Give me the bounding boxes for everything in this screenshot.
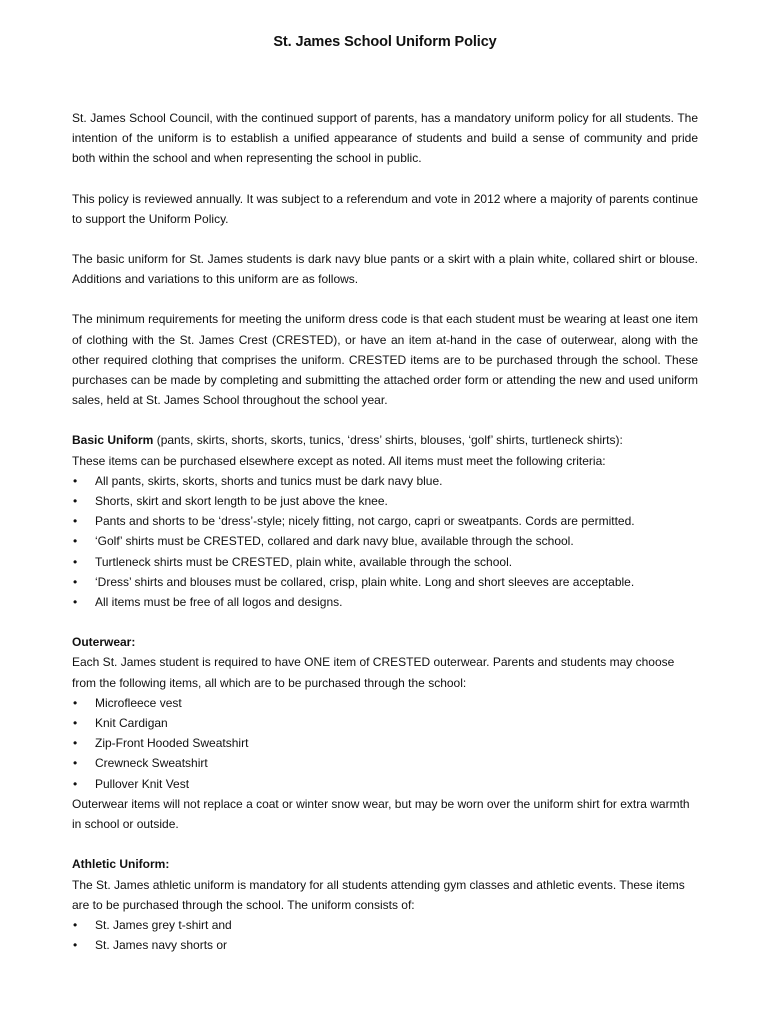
bullet-icon: •	[73, 776, 78, 791]
athletic-heading: Athletic Uniform:	[72, 857, 170, 872]
list-item	[72, 511, 698, 531]
list-item	[72, 935, 698, 955]
basic-uniform-list	[72, 471, 698, 612]
list-item	[72, 774, 698, 794]
bullet-icon: •	[73, 695, 78, 710]
bullet-icon: •	[73, 534, 78, 549]
bullet-icon: •	[73, 595, 78, 610]
athletic-list	[72, 915, 698, 955]
list-item	[72, 572, 698, 592]
list-item	[72, 531, 698, 551]
bullet-icon: •	[73, 514, 78, 529]
bullet-icon: •	[73, 938, 78, 953]
athletic-lead: The St. James athletic uniform is mandatory for all students attending gym classes and athletic events. These items are to be purchased through the school. The uniform consists of:	[72, 877, 685, 912]
list-item	[72, 693, 698, 713]
outerwear-note: Outerwear items will not replace a coat or winter snow wear, but may be worn over the uniform shirt for extra warmth in school or outside.	[72, 796, 690, 832]
document-title: St. James School Uniform Policy	[273, 34, 497, 50]
list-item-text: Knit Cardigan	[95, 716, 168, 731]
list-item-text: Crewneck Sweatshirt	[95, 756, 208, 771]
list-item-text: Turtleneck shirts must be CRESTED, plain white, available through the school.	[95, 554, 513, 569]
basic-uniform-heading: Basic Uniform	[72, 433, 154, 448]
list-item-text: Shorts, skirt and skort length to be just above the knee.	[95, 494, 388, 509]
outerwear-section	[72, 632, 698, 834]
intro-paragraph-3: The basic uniform for St. James students is dark navy blue pants or a skirt with a plain white, collared shirt or blouse. Additions and variations to this uniform are as follows.	[72, 252, 698, 287]
list-item	[72, 471, 698, 491]
basic-uniform-lead: These items can be purchased elsewhere except as noted. All items must meet the following criteria:	[72, 453, 606, 468]
list-item	[72, 713, 698, 733]
basic-uniform-section	[72, 430, 698, 612]
intro-paragraph-2: This policy is reviewed annually. It was subject to a referendum and vote in 2012 where a majority of parents continue to support the Uniform Policy.	[72, 191, 698, 226]
outerwear-lead: Each St. James student is required to have ONE item of CRESTED outerwear. Parents and students may choose from the following items, all which are to be purchased through the school:	[72, 655, 675, 690]
basic-uniform-heading-detail: (pants, skirts, shorts, skorts, tunics, ‘dress’ shirts, blouses, ‘golf’ shirts, turtleneck shirts):	[153, 433, 623, 448]
list-item-text: Microfleece vest	[95, 695, 182, 710]
outerwear-heading: Outerwear:	[72, 635, 136, 650]
list-item-text: ‘Golf’ shirts must be CRESTED, collared and dark navy blue, available through the school.	[95, 534, 574, 549]
bullet-icon: •	[73, 756, 78, 771]
list-item	[72, 491, 698, 511]
bullet-icon: •	[73, 574, 78, 589]
athletic-section	[72, 854, 698, 955]
bullet-icon: •	[73, 494, 78, 509]
list-item-text: All pants, skirts, skorts, shorts and tunics must be dark navy blue.	[95, 473, 443, 488]
list-item-text: Zip-Front Hooded Sweatshirt	[95, 736, 249, 751]
list-item	[72, 753, 698, 773]
list-item	[72, 915, 698, 935]
list-item-text: Pullover Knit Vest	[95, 776, 190, 791]
list-item	[72, 733, 698, 753]
list-item-text: ‘Dress’ shirts and blouses must be collared, crisp, plain white. Long and short sleeves are acceptable.	[95, 574, 635, 589]
bullet-icon: •	[73, 736, 78, 751]
list-item	[72, 592, 698, 612]
list-item	[72, 552, 698, 572]
list-item-text: St. James grey t-shirt and	[95, 917, 232, 932]
list-item-text: All items must be free of all logos and designs.	[95, 595, 343, 610]
list-item-text: Pants and shorts to be ‘dress’-style; nicely fitting, not cargo, capri or sweatpants. Cords are permitted.	[95, 514, 635, 529]
bullet-icon: •	[73, 554, 78, 569]
bullet-icon: •	[73, 917, 78, 932]
intro-paragraph-1: St. James School Council, with the continued support of parents, has a mandatory uniform policy for all students. The intention of the uniform is to establish a unified appearance of students and build a sense of community and pride both within the school and when representing the school in public.	[72, 111, 698, 166]
basic-uniform-header-line	[72, 430, 698, 450]
bullet-icon: •	[73, 473, 78, 488]
document-body	[72, 108, 698, 975]
list-item-text: St. James navy shorts or	[95, 938, 228, 953]
bullet-icon: •	[73, 716, 78, 731]
outerwear-list	[72, 693, 698, 794]
intro-paragraph-4: The minimum requirements for meeting the uniform dress code is that each student must be wearing at least one item of clothing with the St. James Crest (CRESTED), or have an item at-hand in the case of outerwear, along with the other required clothing that comprises the uniform. CRESTED items are to be purchased through the school. These purchases can be made by completing and submitting the attached order form or attending the new and used uniform sales, held at St. James School throughout the school year.	[72, 312, 698, 408]
